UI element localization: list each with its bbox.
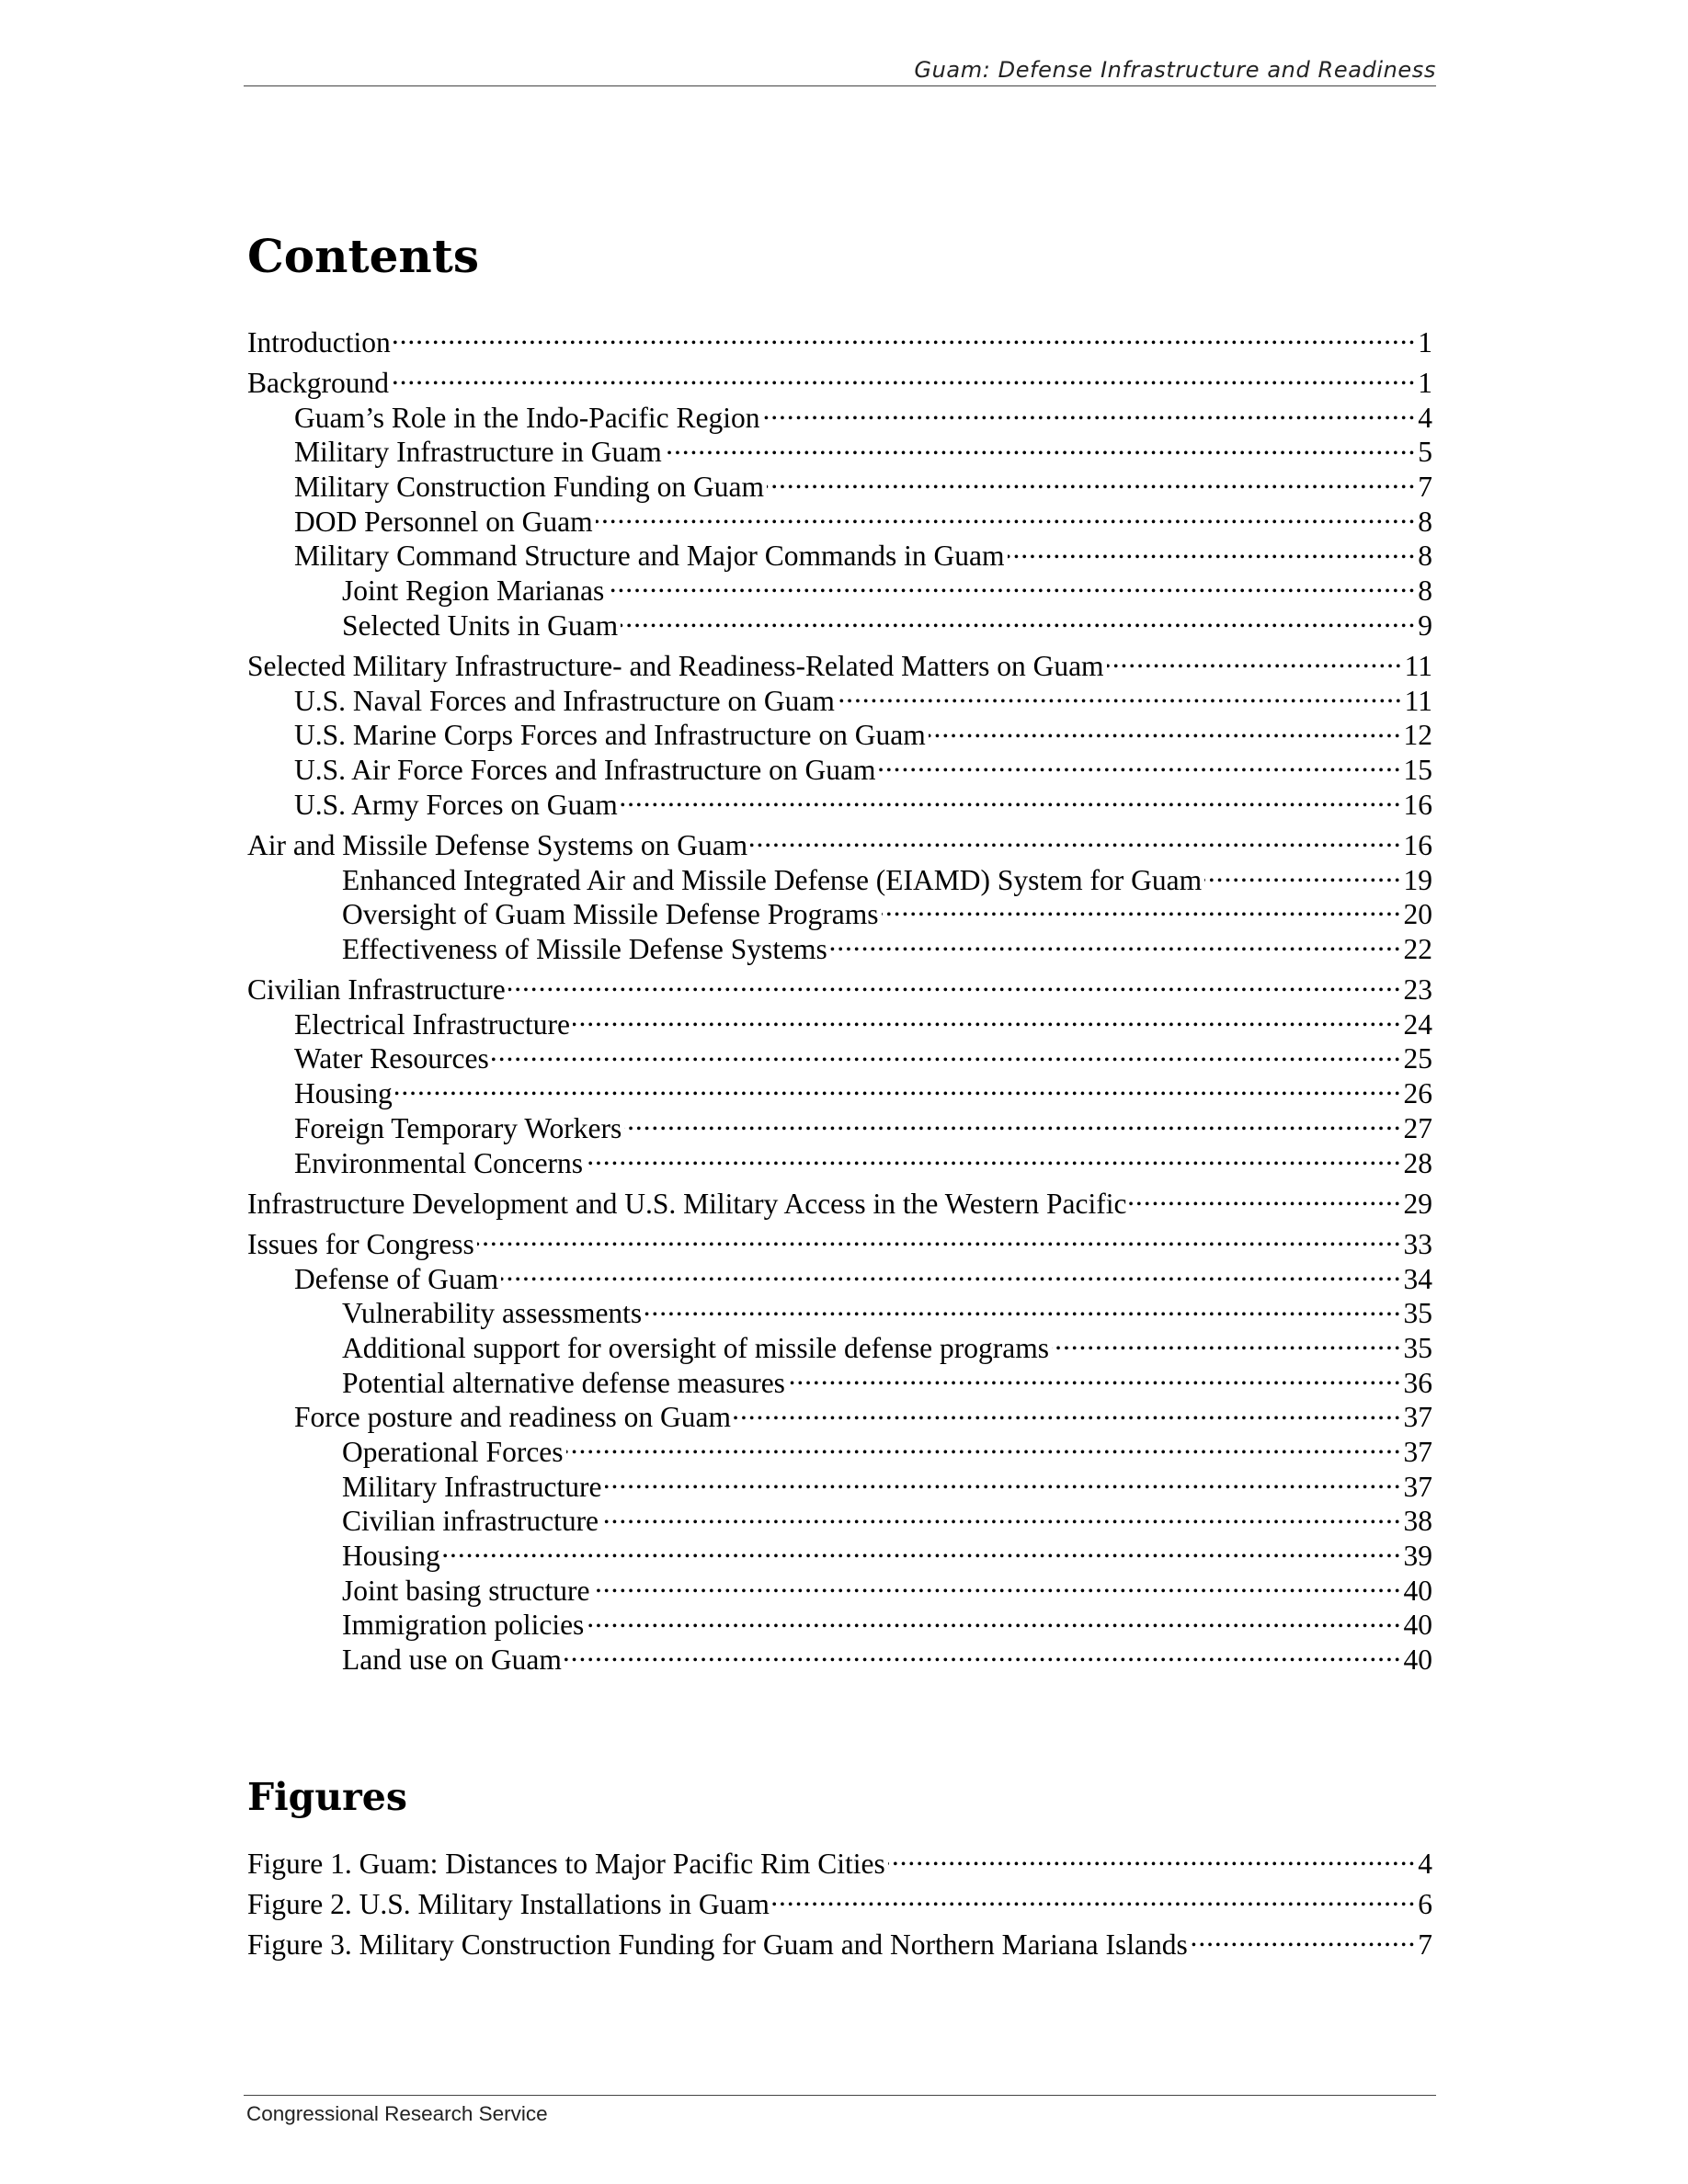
dot-leader <box>573 999 1402 1034</box>
dot-leader <box>665 427 1417 462</box>
toc-entry-page-number: 19 <box>1403 863 1432 896</box>
toc-entry-page-number: 40 <box>1403 1644 1432 1677</box>
toc-entry-page-number: 36 <box>1403 1366 1432 1399</box>
dot-leader <box>443 1530 1402 1565</box>
toc-entry-title: Military Command Structure and Major Commands in Guam <box>294 540 1005 573</box>
toc-entry-page-number: 26 <box>1403 1077 1432 1110</box>
running-header: Guam: Defense Infrastructure and Readiness <box>914 57 1436 83</box>
toc-entry-title: Environmental Concerns <box>294 1146 584 1179</box>
toc-entry-page-number: 11 <box>1404 684 1432 717</box>
toc-entry-title: Background <box>247 366 389 399</box>
dot-leader <box>929 711 1402 745</box>
dot-leader <box>621 779 1402 814</box>
dot-leader <box>492 1034 1402 1069</box>
toc-entry-title: Guam’s Role in the Indo-Pacific Region <box>294 401 760 434</box>
toc-entry-title: Figure 2. U.S. Military Installations in Guam <box>247 1887 770 1920</box>
dot-leader <box>566 1427 1402 1462</box>
toc-entry-title: Effectiveness of Missile Defense Systems <box>342 932 827 965</box>
figures-heading: Figures <box>247 1775 407 1819</box>
dot-leader <box>1204 855 1401 890</box>
toc-entry-page-number: 8 <box>1418 540 1432 573</box>
toc-entry-page-number: 1 <box>1418 366 1432 399</box>
toc-entry-page-number: 29 <box>1403 1187 1432 1220</box>
dot-leader <box>501 1254 1401 1289</box>
toc-entry-page-number: 5 <box>1418 436 1432 469</box>
toc-entry-title: Immigration policies <box>342 1609 585 1642</box>
toc-entry-title: DOD Personnel on Guam <box>294 505 593 538</box>
toc-entry-title: Operational Forces <box>342 1436 564 1468</box>
dot-leader <box>734 1393 1402 1428</box>
figure-entry[interactable] <box>247 1838 1432 1880</box>
toc-entry-title: Land use on Guam <box>342 1644 562 1677</box>
toc-entry-title: Force posture and readiness on Guam <box>294 1401 731 1434</box>
toc-entry-page-number: 8 <box>1418 505 1432 538</box>
toc-entry-page-number: 33 <box>1403 1227 1432 1260</box>
dot-leader <box>1107 641 1403 676</box>
toc-entry-page-number: 4 <box>1418 401 1432 434</box>
dot-leader <box>878 745 1401 779</box>
toc-entry-title: Oversight of Guam Missile Defense Programs <box>342 898 879 931</box>
dot-leader <box>621 600 1416 635</box>
dot-leader <box>392 358 1416 392</box>
dot-leader <box>477 1219 1402 1254</box>
dot-leader <box>1129 1178 1401 1213</box>
dot-leader <box>788 1358 1402 1393</box>
toc-entry-page-number: 25 <box>1403 1042 1432 1075</box>
toc-entry-title: U.S. Air Force Forces and Infrastructure on Guam <box>294 753 876 786</box>
toc-entry-title: Selected Units in Guam <box>342 609 619 642</box>
dot-leader <box>830 924 1402 959</box>
toc-entry-page-number: 22 <box>1403 932 1432 965</box>
figure-entry[interactable] <box>247 1919 1432 1962</box>
toc-entry-page-number: 15 <box>1403 753 1432 786</box>
toc-entry-page-number: 39 <box>1403 1540 1432 1573</box>
dot-leader <box>772 1879 1416 1914</box>
toc-entry-title: Vulnerability assessments <box>342 1297 643 1330</box>
dot-leader <box>767 461 1416 496</box>
dot-leader <box>1008 531 1417 566</box>
dot-leader <box>596 496 1417 531</box>
toc-entry-page-number: 9 <box>1418 609 1432 642</box>
toc-entry-page-number: 16 <box>1403 828 1432 861</box>
toc-entry-page-number: 7 <box>1418 1928 1432 1962</box>
toc-entry-page-number: 11 <box>1404 649 1432 682</box>
toc-entry[interactable] <box>247 1103 1432 1144</box>
toc-entry-title: Issues for Congress <box>247 1227 474 1260</box>
dot-leader <box>888 1838 1416 1873</box>
toc-entry-title: Infrastructure Development and U.S. Military Access in the Western Pacific <box>247 1187 1127 1220</box>
dot-leader <box>763 392 1417 427</box>
contents-heading: Contents <box>247 229 480 283</box>
dot-leader <box>644 1289 1401 1324</box>
dot-leader <box>882 890 1402 925</box>
toc-entry-title: Joint basing structure <box>342 1574 590 1607</box>
toc-entry[interactable] <box>247 392 1432 434</box>
toc-entry-title: U.S. Army Forces on Guam <box>294 788 618 821</box>
running-footer: Congressional Research Service <box>246 2102 548 2125</box>
toc-entry-page-number: 23 <box>1403 973 1432 1007</box>
dot-leader <box>586 1138 1401 1173</box>
header-rule <box>244 85 1436 86</box>
toc-entry-page-number: 24 <box>1403 1007 1432 1041</box>
toc-entry-title: Air and Missile Defense Systems on Guam <box>247 828 748 861</box>
toc-entry-title: Housing <box>294 1077 393 1110</box>
figure-entry[interactable] <box>247 1879 1432 1920</box>
dot-leader <box>601 1496 1401 1531</box>
toc-entry-title: Foreign Temporary Workers <box>294 1111 622 1144</box>
toc-entry-page-number: 37 <box>1403 1436 1432 1468</box>
toc-entry-page-number: 4 <box>1418 1847 1432 1880</box>
toc-entry-page-number: 40 <box>1403 1609 1432 1642</box>
toc-entry-page-number: 38 <box>1403 1505 1432 1538</box>
toc-entry-page-number: 28 <box>1403 1146 1432 1179</box>
dot-leader <box>393 317 1417 352</box>
toc-entry-title: U.S. Naval Forces and Infrastructure on Guam <box>294 684 835 717</box>
dot-leader <box>587 1600 1401 1635</box>
toc-entry-title: Selected Military Infrastructure- and Readiness-Related Matters on Guam <box>247 649 1104 682</box>
toc-entry-page-number: 35 <box>1403 1331 1432 1364</box>
footer-rule <box>244 2095 1436 2096</box>
toc-entry-title: Additional support for oversight of missile defense programs <box>342 1331 1049 1364</box>
toc-entry-page-number: 37 <box>1403 1470 1432 1503</box>
dot-leader <box>605 1462 1402 1496</box>
toc-entry-title: Civilian Infrastructure <box>247 973 506 1007</box>
dot-leader <box>508 964 1402 999</box>
dot-leader <box>592 1565 1401 1600</box>
toc-entry-title: Housing <box>342 1540 440 1573</box>
toc-entry-page-number: 8 <box>1418 574 1432 607</box>
list-of-figures <box>247 1838 1432 1962</box>
dot-leader <box>838 676 1403 711</box>
toc-entry-title: Figure 3. Military Construction Funding for Guam and Northern Mariana Islands <box>247 1928 1188 1962</box>
toc-entry-page-number: 6 <box>1418 1887 1432 1920</box>
toc-entry-title: U.S. Marine Corps Forces and Infrastructure on Guam <box>294 719 926 752</box>
toc-entry-page-number: 34 <box>1403 1262 1432 1295</box>
toc-entry-title: Introduction <box>247 325 391 358</box>
toc-entry-page-number: 1 <box>1418 325 1432 358</box>
toc-entry-page-number: 40 <box>1403 1574 1432 1607</box>
dot-leader <box>607 565 1416 600</box>
toc-entry-title: Military Infrastructure in Guam <box>294 436 662 469</box>
toc-entry[interactable] <box>247 317 1432 358</box>
table-of-contents <box>247 317 1432 1677</box>
toc-entry-title: Joint Region Marianas <box>342 574 605 607</box>
dot-leader <box>1191 1919 1417 1954</box>
toc-entry-title: Civilian infrastructure <box>342 1505 599 1538</box>
dot-leader <box>624 1103 1401 1138</box>
toc-entry-title: Defense of Guam <box>294 1262 499 1295</box>
toc-entry[interactable] <box>247 358 1432 399</box>
toc-entry-title: Military Construction Funding on Guam <box>294 470 764 503</box>
toc-entry-title: Enhanced Integrated Air and Missile Defense (EIAMD) System for Guam <box>342 863 1203 896</box>
toc-entry[interactable] <box>247 1178 1432 1220</box>
dot-leader <box>1052 1323 1402 1358</box>
toc-entry-page-number: 7 <box>1418 470 1432 503</box>
toc-entry[interactable] <box>247 1068 1432 1110</box>
toc-entry-page-number: 37 <box>1403 1401 1432 1434</box>
dot-leader <box>565 1634 1402 1669</box>
toc-entry-title: Electrical Infrastructure <box>294 1007 570 1041</box>
toc-entry[interactable] <box>247 964 1432 1007</box>
toc-entry-page-number: 35 <box>1403 1297 1432 1330</box>
toc-entry-page-number: 16 <box>1403 788 1432 821</box>
toc-entry-page-number: 27 <box>1403 1111 1432 1144</box>
toc-entry-page-number: 12 <box>1403 719 1432 752</box>
toc-entry-title: Figure 1. Guam: Distances to Major Pacific Rim Cities <box>247 1847 885 1880</box>
toc-entry-page-number: 20 <box>1403 898 1432 931</box>
toc-entry[interactable] <box>247 1219 1432 1260</box>
toc-entry[interactable] <box>247 641 1432 682</box>
toc-entry-title: Military Infrastructure <box>342 1470 602 1503</box>
toc-entry[interactable] <box>247 820 1432 861</box>
dot-leader <box>395 1068 1402 1103</box>
dot-leader <box>750 820 1401 855</box>
toc-entry-title: Potential alternative defense measures <box>342 1366 785 1399</box>
toc-entry-title: Water Resources <box>294 1042 489 1075</box>
